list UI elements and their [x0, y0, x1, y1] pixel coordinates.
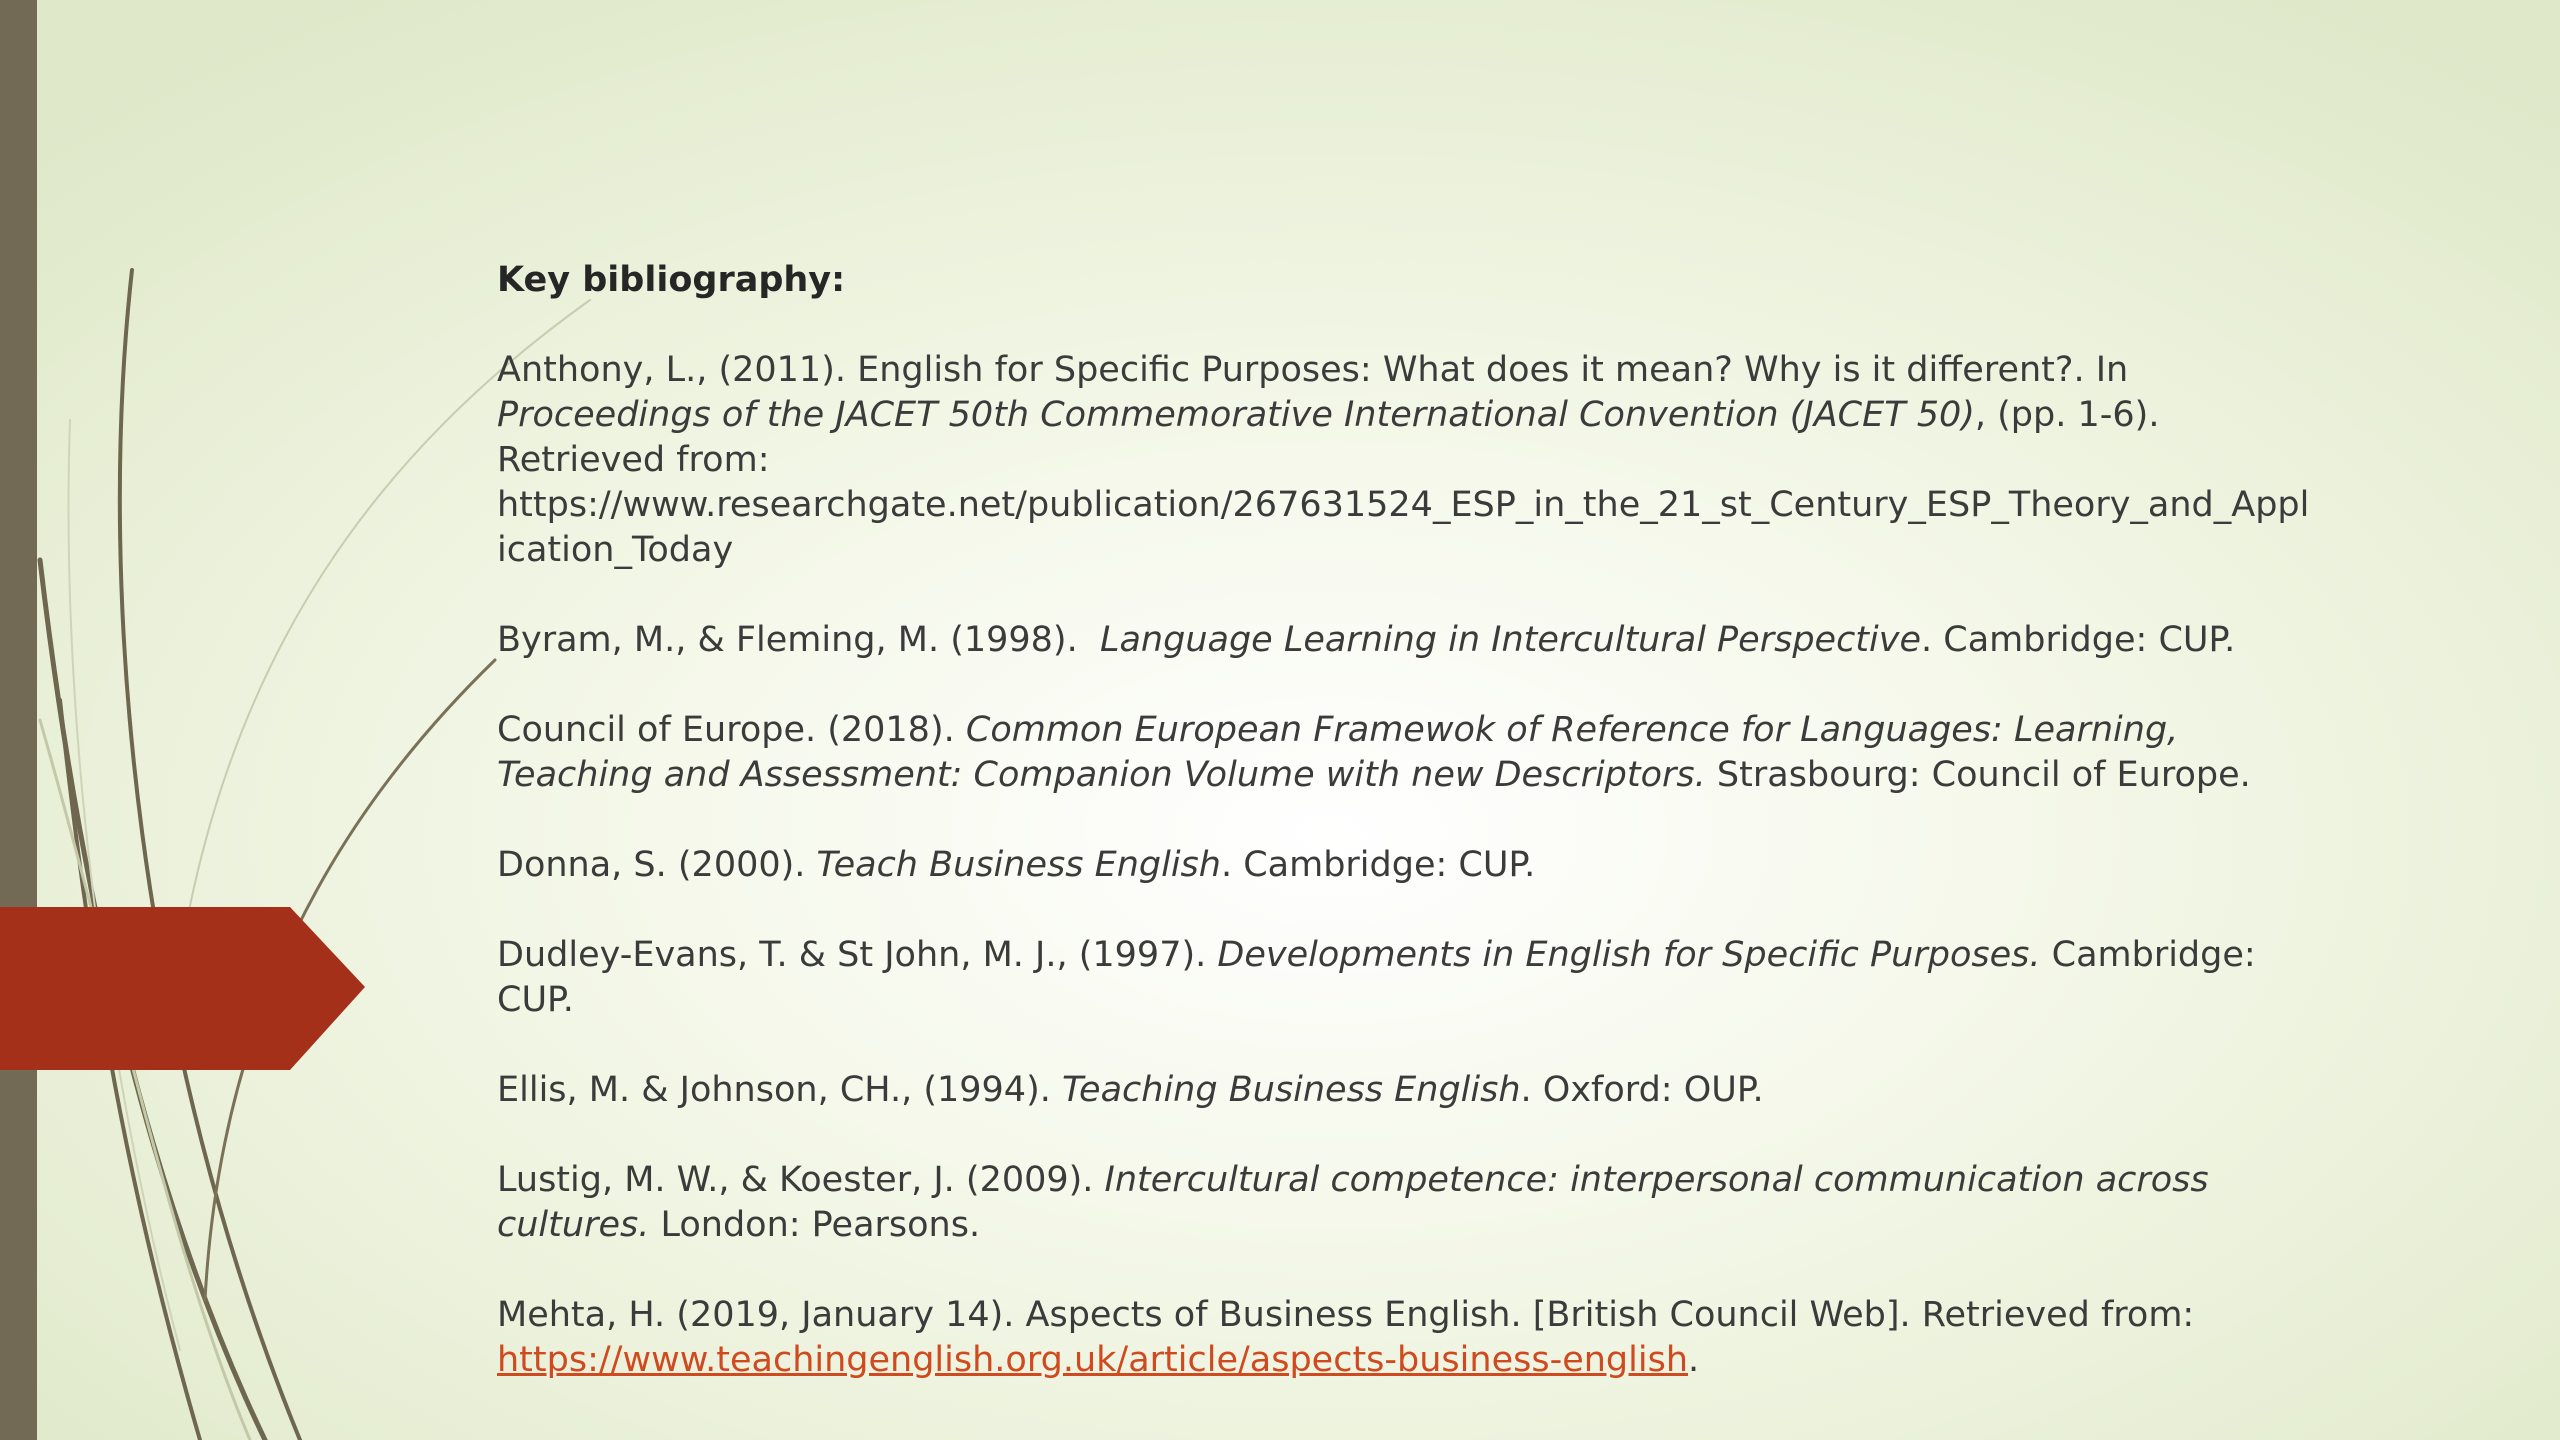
- reference-title: Teaching Business English: [1061, 1070, 1521, 1110]
- reference-lead: Ellis, M. & Johnson, CH., (1994).: [497, 1070, 1062, 1110]
- reference-lustig: [497, 1158, 2317, 1248]
- reference-tail: .: [1688, 1340, 1700, 1380]
- reference-byram: [497, 618, 2317, 663]
- reference-tail: . Cambridge: CUP.: [1220, 845, 1536, 885]
- reference-council: [497, 708, 2317, 798]
- reference-lead: Council of Europe. (2018).: [497, 710, 966, 750]
- reference-title: Teach Business English: [816, 845, 1221, 885]
- reference-title: Language Learning in Intercultural Perspective: [1099, 620, 1921, 660]
- reference-anthony: [497, 348, 2317, 573]
- bibliography-heading: Key bibliography:: [497, 260, 846, 300]
- reference-lead: Anthony, L., (2011). English for Specific Purposes: What does it mean? Why is it different?. In: [497, 350, 2129, 390]
- decor-curve-1: [120, 270, 300, 1440]
- reference-lead: Donna, S. (2000).: [497, 845, 817, 885]
- bibliography-content: [497, 258, 2317, 1383]
- reference-title: Common European Framewok of Reference for Languages: Learning, Teaching and Assessment: Companion Volume with new Descriptors.: [497, 710, 2179, 795]
- reference-tail: Cambridge: CUP.: [497, 935, 2256, 1020]
- reference-tail: . Cambridge: CUP.: [1921, 620, 2236, 660]
- reference-tail: . Oxford: OUP.: [1520, 1070, 1764, 1110]
- reference-tail: Strasbourg: Council of Europe.: [1705, 755, 2251, 795]
- reference-donna: [497, 843, 2317, 888]
- reference-url: https://www.researchgate.net/publication/267631524_ESP_in_the_21_st_Century_ESP_Theory_and_Application_Today: [497, 485, 2310, 570]
- reference-title: Intercultural competence: interpersonal communication across cultures.: [497, 1160, 2209, 1245]
- reference-tail: London: Pearsons.: [649, 1205, 981, 1245]
- reference-lead: Dudley-Evans, T. & St John, M. J., (1997).: [497, 935, 1218, 975]
- reference-ellis: [497, 1068, 2317, 1113]
- reference-lead: Byram, M., & Fleming, M. (1998).: [497, 620, 1100, 660]
- reference-link-teachingenglish[interactable]: https://www.teachingenglish.org.uk/article/aspects-business-english: [497, 1340, 1689, 1380]
- decor-arrow-shape: [0, 907, 365, 1070]
- reference-retrieved-label: Retrieved from:: [497, 440, 770, 480]
- reference-mehta: [497, 1293, 2317, 1383]
- reference-lead: Mehta, H. (2019, January 14). Aspects of Business English. [British Council Web]. Retrieved from:: [497, 1295, 2195, 1335]
- reference-lead: Lustig, M. W., & Koester, J. (2009).: [497, 1160, 1105, 1200]
- reference-title: Developments in English for Specific Purposes.: [1217, 935, 2041, 975]
- reference-pages: , (pp. 1-6).: [1974, 395, 2160, 435]
- reference-dudley-evans: [497, 933, 2317, 1023]
- reference-title: Proceedings of the JACET 50th Commemorative International Convention (JACET 50): [497, 395, 1975, 435]
